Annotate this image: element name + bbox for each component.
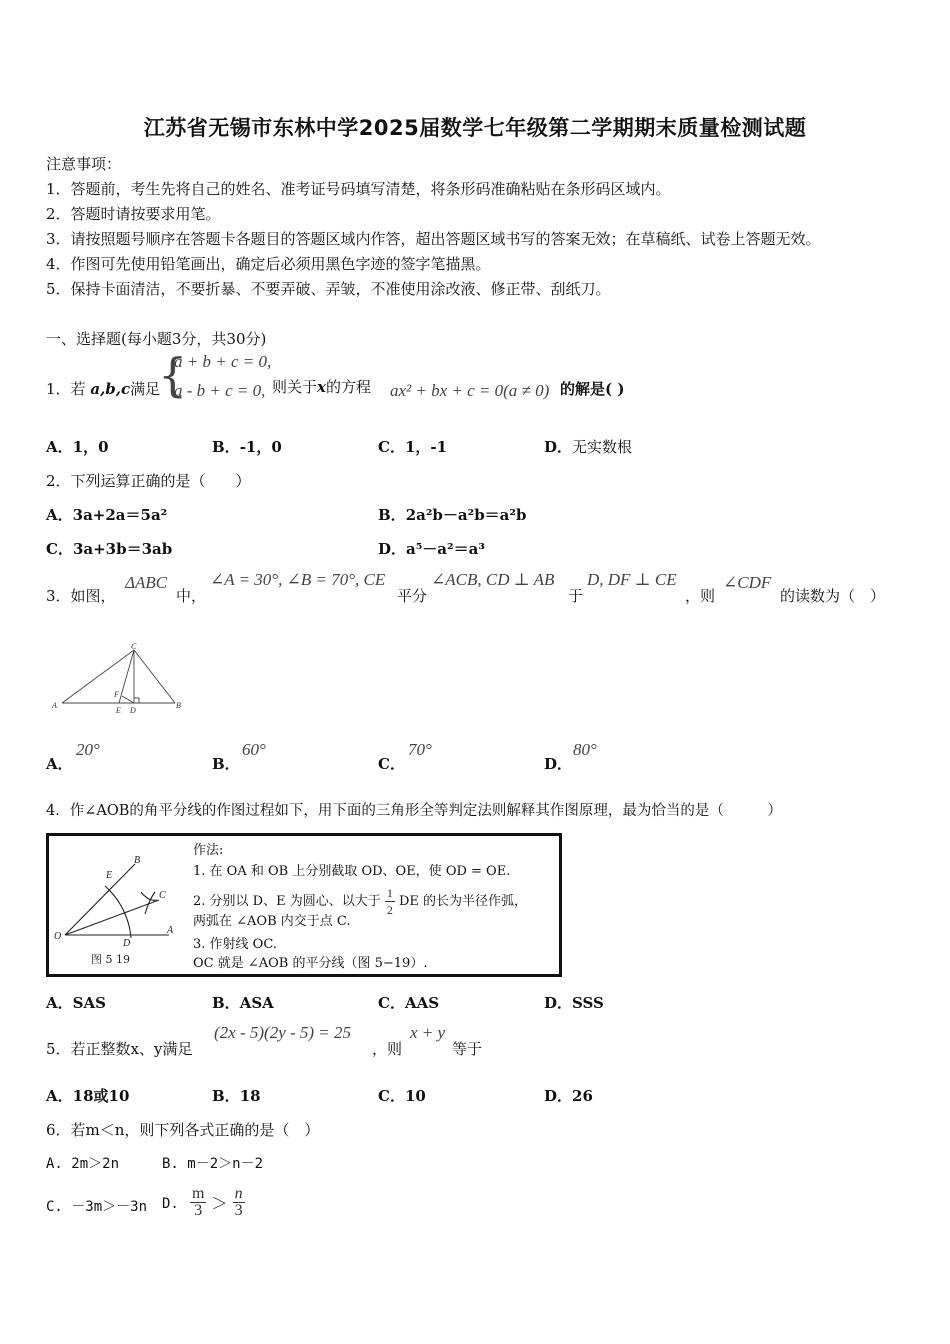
q6-option-c: C. －3m＞－3n xyxy=(46,1199,148,1215)
option-text: 18 xyxy=(239,1087,261,1105)
notice-item: 1．答题前，考生先将自己的姓名、准考证号码填写清楚，将条形码准确粘贴在条形码区域内。 xyxy=(46,180,671,198)
point-label-e: E xyxy=(116,706,121,715)
option-label: B． xyxy=(212,438,240,456)
option-text: 70° xyxy=(408,740,432,759)
option-text: 26 xyxy=(572,1087,593,1105)
fraction-numerator: m xyxy=(192,1185,205,1202)
construction-figure xyxy=(46,833,562,977)
q5-option-c xyxy=(378,1085,426,1106)
segment-ce xyxy=(119,650,134,703)
fraction-denominator: 2 xyxy=(386,903,393,917)
point-label-f: F xyxy=(114,690,119,699)
q1-after2: 的方程 xyxy=(325,378,371,396)
q6-option-d-expr xyxy=(190,1186,245,1219)
q1-equation: ax² + bx + c = 0(a ≠ 0) xyxy=(390,381,550,400)
segment-ac xyxy=(62,650,134,703)
q5-pre: 5．若正整数x、y满足 xyxy=(46,1040,193,1058)
q4-option-d xyxy=(544,992,604,1013)
q5-tail: 等于 xyxy=(452,1040,483,1058)
option-text: -1，0 xyxy=(239,438,282,456)
option-text: 20° xyxy=(76,740,100,759)
fraction-numerator: 1 xyxy=(386,886,393,900)
q1-eq1: a + b + c = 0, xyxy=(174,352,272,371)
option-label: A． xyxy=(46,506,73,524)
option-text: 3a+2a＝5a² xyxy=(72,506,168,524)
q5-option-d xyxy=(544,1085,593,1106)
construction-heading: 作法: xyxy=(193,843,224,858)
option-label: C． xyxy=(378,438,405,456)
fraction-denominator: 3 xyxy=(234,1202,243,1219)
option-label: B． xyxy=(378,506,406,524)
q3-text: ，则 xyxy=(685,587,716,605)
q3-text: 于 xyxy=(568,587,584,605)
fraction-left xyxy=(190,1186,206,1219)
notice-item: 4．作图可先使用铅笔画出，确定后必须用黑色字迹的签字笔描黑。 xyxy=(46,255,491,273)
q3-text: 平分 xyxy=(397,587,428,605)
option-text: 10 xyxy=(404,1087,426,1105)
option-label: A． xyxy=(46,438,73,456)
q6-option-a: A. 2m＞2n xyxy=(46,1156,120,1172)
option-label: D． xyxy=(544,994,573,1012)
notice-heading: 注意事项： xyxy=(46,155,122,173)
q4-option-c xyxy=(378,992,439,1013)
option-text: 1，0 xyxy=(72,438,109,456)
point-label-o: O xyxy=(54,931,62,942)
q1-option-c xyxy=(378,436,447,457)
angle-bisector-diagram xyxy=(49,836,199,966)
q6-option-b: B. m－2＞n－2 xyxy=(162,1156,264,1172)
point-label-e: E xyxy=(106,870,113,881)
q4-option-a xyxy=(46,992,106,1013)
q3-option-a xyxy=(46,753,73,774)
q1-option-d xyxy=(544,436,632,457)
q1-pre: 若 xyxy=(70,380,86,398)
q3-triangle: ΔABC xyxy=(125,573,168,592)
q1-option-b xyxy=(212,436,282,457)
point-label-c: C xyxy=(159,890,166,901)
step-2-text-b: DE 的长为半径作弧， xyxy=(399,894,528,909)
option-label: B． xyxy=(212,1087,240,1105)
fraction-right xyxy=(233,1186,245,1219)
segment-bc xyxy=(134,650,175,703)
option-label: B． xyxy=(212,755,240,773)
option-text: 80° xyxy=(573,740,597,759)
point-label-d: D xyxy=(130,706,136,715)
q3-angle: ∠CDF xyxy=(723,573,772,592)
notice-item: 5．保持卡面清洁，不要折暴、不要弄破、弄皱，不准使用涂改液、修正带、刮纸刀。 xyxy=(46,280,611,298)
q3-cond1: ∠A = 30°, ∠B = 70°, CE xyxy=(210,570,386,589)
q4-option-b xyxy=(212,992,274,1013)
q6-option-d-label: D. xyxy=(162,1196,179,1212)
q3-text: 中， xyxy=(176,587,207,605)
notice-item: 3．请按照题号顺序在答题卡各题目的答题区域内作答，超出答题区域书写的答案无效；在草稿纸、试卷上答题无效。 xyxy=(46,230,821,248)
option-label: C． xyxy=(378,755,405,773)
q4-stem: 4．作∠AOB的角平分线的作图过程如下，用下面的三角形全等判定法则解释其作图原理，最为恰当的是（ ） xyxy=(46,803,782,819)
option-text: SSS xyxy=(572,994,604,1012)
q1-vars: a,b,c xyxy=(90,380,131,398)
q1-x: x xyxy=(317,378,326,396)
q5-mid: ，则 xyxy=(372,1040,403,1058)
option-label: D． xyxy=(378,540,407,558)
option-label: A． xyxy=(46,755,73,773)
segment-df xyxy=(122,696,134,703)
option-label: C． xyxy=(378,994,405,1012)
q5-option-a xyxy=(46,1085,129,1106)
option-label: A． xyxy=(46,994,73,1012)
q1-option-a xyxy=(46,436,109,457)
q2-option-c xyxy=(46,538,172,559)
q1-after-text: 则关于 xyxy=(272,378,318,396)
point-label-a: A xyxy=(52,701,57,710)
notice-item: 2．答题时请按要求用笔。 xyxy=(46,205,221,223)
fraction-half xyxy=(385,885,395,918)
right-angle-mark xyxy=(134,698,139,703)
option-label: D． xyxy=(544,755,573,773)
option-text: ASA xyxy=(239,994,274,1012)
option-label: C． xyxy=(46,540,73,558)
point-label-b: B xyxy=(134,855,141,866)
ray-ob xyxy=(65,864,135,935)
ray-oc xyxy=(65,900,159,935)
option-text: 3a+3b＝3ab xyxy=(72,540,173,558)
q6-stem: 6．若m＜n，则下列各式正确的是（ ） xyxy=(46,1121,320,1139)
triangle-figure xyxy=(50,640,190,720)
option-label: D． xyxy=(544,438,573,456)
q3-option-c xyxy=(378,753,405,774)
q3-cond2: ∠ACB, CD ⊥ AB xyxy=(431,570,555,589)
greater-than-sign: ＞ xyxy=(211,1194,228,1213)
option-text: SAS xyxy=(72,994,106,1012)
option-text: 60° xyxy=(242,740,266,759)
option-text: 18或10 xyxy=(72,1087,130,1105)
q2-option-d xyxy=(378,538,485,559)
q1-stem xyxy=(46,378,160,399)
option-label: D． xyxy=(544,1087,573,1105)
q5-option-b xyxy=(212,1085,261,1106)
q1-num: 1． xyxy=(46,380,71,398)
q5-expr: x + y xyxy=(410,1023,446,1042)
section-heading: 一、选择题(每小题3分，共30分) xyxy=(46,330,267,348)
option-text: 无实数根 xyxy=(572,438,633,456)
q3-option-b xyxy=(212,753,240,774)
option-text: 2a²b－a²b＝a²b xyxy=(405,506,527,524)
q1-mid: 满足 xyxy=(130,380,161,398)
q3-num: 3．如图， xyxy=(46,587,116,605)
q1-eq2: a - b + c = 0, xyxy=(174,381,266,400)
step-2-text: 2. 分别以 D、E 为圆心、以大于 xyxy=(193,894,381,909)
point-label-b: B xyxy=(176,701,181,710)
figure-caption: 图 5 19 xyxy=(91,953,130,966)
q3-cond3: D, DF ⊥ CE xyxy=(587,570,677,589)
point-label-c: C xyxy=(131,642,137,651)
option-label: C． xyxy=(378,1087,405,1105)
q1-tail: 的解是( ) xyxy=(560,380,625,398)
option-text: a⁵－a²＝a³ xyxy=(406,540,485,558)
q2-stem: 2．下列运算正确的是（ ） xyxy=(46,472,251,490)
brace-icon: { xyxy=(158,348,188,402)
point-label-a: A xyxy=(167,925,174,936)
option-label: A． xyxy=(46,1087,73,1105)
q2-option-b xyxy=(378,504,526,525)
construction-step-1: 1. 在 OA 和 OB 上分别截取 OD、OE，使 OD = OE. xyxy=(193,864,511,879)
point-label-d: D xyxy=(123,938,131,949)
construction-step-3: 3. 作射线 OC. xyxy=(193,937,277,952)
q1-after xyxy=(272,376,371,397)
q5-equation: (2x - 5)(2y - 5) = 25 xyxy=(214,1023,352,1042)
construction-conclusion: OC 就是 ∠AOB 的平分线（图 5−19）. xyxy=(193,956,428,971)
option-text: 1，-1 xyxy=(404,438,448,456)
construction-step-2-cont: 两弧在 ∠AOB 内交于点 C. xyxy=(193,914,351,929)
q2-option-a xyxy=(46,504,167,525)
q3-option-d xyxy=(544,753,572,774)
fraction-denominator: 3 xyxy=(194,1202,203,1219)
page-title: 江苏省无锡市东林中学2025届数学七年级第二学期期末质量检测试题 xyxy=(143,116,807,140)
option-label: B． xyxy=(212,994,240,1012)
q3-tail: 的读数为（ ） xyxy=(780,587,886,605)
fraction-numerator: n xyxy=(234,1185,243,1202)
option-text: AAS xyxy=(404,994,440,1012)
